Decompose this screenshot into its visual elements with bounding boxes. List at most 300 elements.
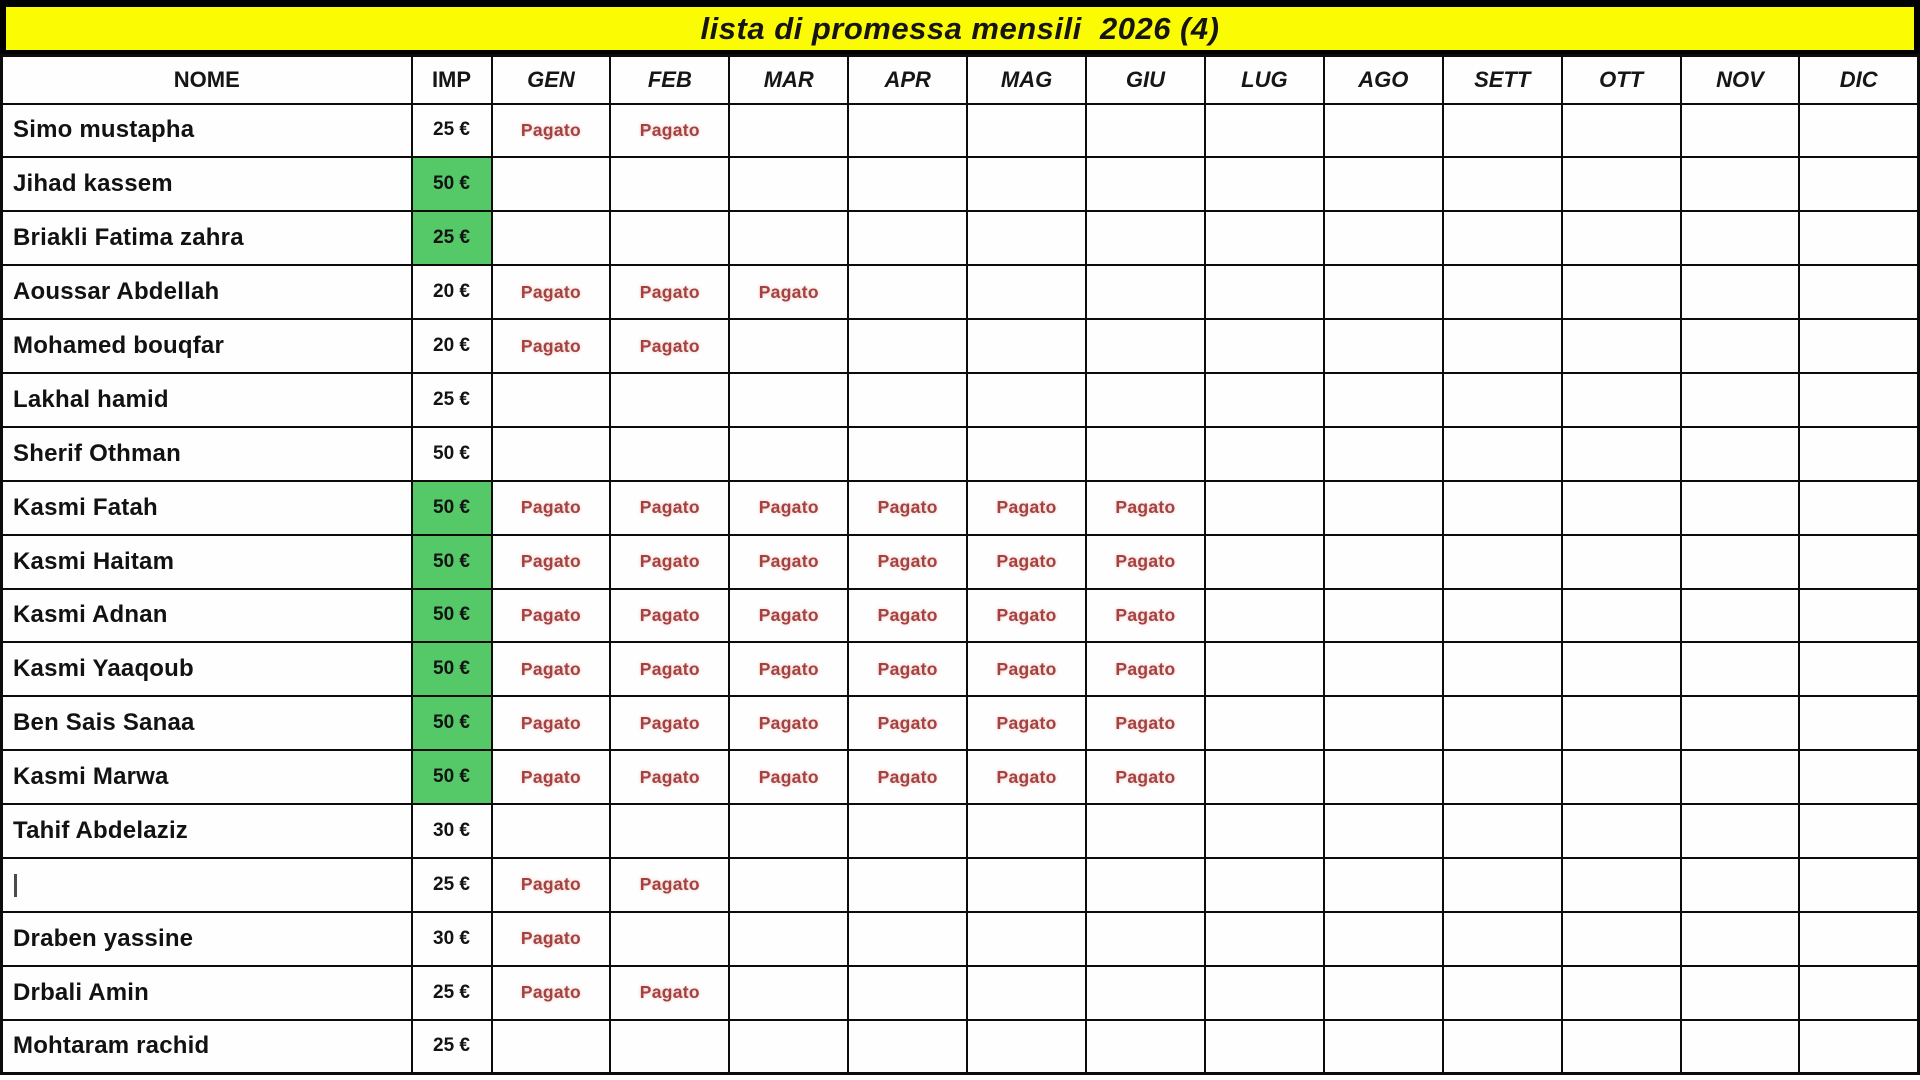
- month-cell-gen[interactable]: [492, 481, 611, 535]
- amount-cell[interactable]: 25 €: [412, 858, 492, 912]
- month-cell-mar[interactable]: [729, 1020, 848, 1074]
- month-cell-giu[interactable]: [1086, 804, 1205, 858]
- amount-cell[interactable]: 30 €: [412, 912, 492, 966]
- amount-cell[interactable]: 25 €: [412, 966, 492, 1020]
- month-cell-dic[interactable]: [1799, 265, 1918, 319]
- month-cell-apr[interactable]: [848, 535, 967, 589]
- month-cell-ago[interactable]: [1324, 265, 1443, 319]
- paid-label: Pagato: [639, 982, 700, 1003]
- month-cell-mar[interactable]: [729, 696, 848, 750]
- month-cell-gen[interactable]: [492, 104, 611, 158]
- column-header-dic[interactable]: DIC: [1799, 56, 1918, 104]
- month-cell-ott[interactable]: [1562, 481, 1681, 535]
- month-cell-gen[interactable]: [492, 642, 611, 696]
- paid-label: Pagato: [996, 766, 1057, 787]
- month-cell-nov[interactable]: [1681, 427, 1800, 481]
- member-name: Kasmi Adnan: [13, 601, 168, 629]
- amount-cell[interactable]: 50 €: [412, 750, 492, 804]
- amount-cell[interactable]: 50 €: [412, 481, 492, 535]
- month-cell-nov[interactable]: [1681, 265, 1800, 319]
- month-cell-mag[interactable]: [967, 750, 1086, 804]
- month-cell-apr[interactable]: [848, 642, 967, 696]
- column-header-ago[interactable]: AGO: [1324, 56, 1443, 104]
- month-cell-gen[interactable]: [492, 535, 611, 589]
- month-cell-dic[interactable]: [1799, 319, 1918, 373]
- month-cell-ott[interactable]: [1562, 696, 1681, 750]
- month-cell-lug[interactable]: [1205, 535, 1324, 589]
- month-cell-mar[interactable]: [729, 858, 848, 912]
- name-cell[interactable]: [2, 858, 412, 912]
- amount-cell[interactable]: 50 €: [412, 535, 492, 589]
- paid-label: Pagato: [996, 551, 1057, 572]
- month-cell-ott[interactable]: [1562, 750, 1681, 804]
- month-cell-ago[interactable]: [1324, 481, 1443, 535]
- name-cell[interactable]: [2, 696, 412, 750]
- month-cell-mar[interactable]: [729, 319, 848, 373]
- month-cell-ago[interactable]: [1324, 912, 1443, 966]
- month-cell-giu[interactable]: [1086, 373, 1205, 427]
- month-cell-mag[interactable]: [967, 858, 1086, 912]
- month-cell-ago[interactable]: [1324, 642, 1443, 696]
- month-cell-mar[interactable]: [729, 481, 848, 535]
- month-cell-apr[interactable]: [848, 750, 967, 804]
- month-cell-giu[interactable]: [1086, 1020, 1205, 1074]
- column-header-amount[interactable]: IMP: [412, 56, 492, 104]
- paid-label: Pagato: [639, 604, 700, 625]
- column-header-nov[interactable]: NOV: [1681, 56, 1800, 104]
- column-header-lug[interactable]: LUG: [1205, 56, 1324, 104]
- month-cell-sett[interactable]: [1443, 589, 1562, 643]
- month-cell-ott[interactable]: [1562, 804, 1681, 858]
- month-cell-feb[interactable]: [610, 589, 729, 643]
- month-cell-apr[interactable]: [848, 589, 967, 643]
- month-cell-dic[interactable]: [1799, 157, 1918, 211]
- month-cell-ago[interactable]: [1324, 427, 1443, 481]
- month-cell-giu[interactable]: [1086, 481, 1205, 535]
- month-cell-sett[interactable]: [1443, 1020, 1562, 1074]
- month-cell-ott[interactable]: [1562, 966, 1681, 1020]
- column-header-ott[interactable]: OTT: [1562, 56, 1681, 104]
- month-cell-mag[interactable]: [967, 265, 1086, 319]
- month-cell-nov[interactable]: [1681, 804, 1800, 858]
- table-row: [2, 211, 1919, 265]
- month-cell-mar[interactable]: [729, 373, 848, 427]
- paid-label: Pagato: [758, 497, 819, 518]
- amount-cell[interactable]: 50 €: [412, 427, 492, 481]
- name-cell[interactable]: [2, 1020, 412, 1074]
- month-cell-lug[interactable]: [1205, 696, 1324, 750]
- month-cell-sett[interactable]: [1443, 750, 1562, 804]
- month-cell-gen[interactable]: [492, 1020, 611, 1074]
- month-cell-lug[interactable]: [1205, 912, 1324, 966]
- paid-label: Pagato: [1115, 551, 1176, 572]
- month-cell-nov[interactable]: [1681, 535, 1800, 589]
- month-cell-ago[interactable]: [1324, 211, 1443, 265]
- month-cell-giu[interactable]: [1086, 157, 1205, 211]
- month-cell-ago[interactable]: [1324, 104, 1443, 158]
- month-cell-giu[interactable]: [1086, 535, 1205, 589]
- column-header-giu[interactable]: GIU: [1086, 56, 1205, 104]
- month-cell-sett[interactable]: [1443, 858, 1562, 912]
- month-cell-nov[interactable]: [1681, 211, 1800, 265]
- table-row: [2, 696, 1919, 750]
- month-cell-mag[interactable]: [967, 804, 1086, 858]
- amount-cell[interactable]: 25 €: [412, 104, 492, 158]
- month-cell-sett[interactable]: [1443, 211, 1562, 265]
- month-cell-gen[interactable]: [492, 427, 611, 481]
- month-cell-lug[interactable]: [1205, 966, 1324, 1020]
- month-cell-dic[interactable]: [1799, 535, 1918, 589]
- month-cell-giu[interactable]: [1086, 966, 1205, 1020]
- member-name: Briakli Fatima zahra: [13, 224, 244, 252]
- month-cell-apr[interactable]: [848, 104, 967, 158]
- month-cell-lug[interactable]: [1205, 642, 1324, 696]
- paid-label: Pagato: [639, 335, 700, 356]
- amount-cell[interactable]: 30 €: [412, 804, 492, 858]
- month-cell-mag[interactable]: [967, 104, 1086, 158]
- month-cell-sett[interactable]: [1443, 912, 1562, 966]
- month-cell-mag[interactable]: [967, 373, 1086, 427]
- month-cell-sett[interactable]: [1443, 642, 1562, 696]
- month-cell-lug[interactable]: [1205, 319, 1324, 373]
- month-cell-nov[interactable]: [1681, 589, 1800, 643]
- month-cell-nov[interactable]: [1681, 858, 1800, 912]
- paid-label: Pagato: [520, 335, 582, 356]
- month-cell-feb[interactable]: [610, 804, 729, 858]
- month-cell-gen[interactable]: [492, 319, 611, 373]
- table-row: [2, 427, 1919, 481]
- month-cell-giu[interactable]: [1086, 750, 1205, 804]
- month-cell-feb[interactable]: [610, 157, 729, 211]
- month-cell-ott[interactable]: [1562, 858, 1681, 912]
- column-header-gen[interactable]: GEN: [492, 56, 611, 104]
- month-cell-feb[interactable]: [610, 427, 729, 481]
- amount-cell[interactable]: 50 €: [412, 589, 492, 643]
- month-cell-lug[interactable]: [1205, 589, 1324, 643]
- month-cell-ago[interactable]: [1324, 750, 1443, 804]
- amount-cell[interactable]: 50 €: [412, 696, 492, 750]
- month-cell-lug[interactable]: [1205, 211, 1324, 265]
- month-cell-gen[interactable]: [492, 858, 611, 912]
- member-name: Kasmi Fatah: [13, 493, 158, 521]
- month-cell-feb[interactable]: [610, 481, 729, 535]
- month-cell-ago[interactable]: [1324, 373, 1443, 427]
- month-cell-giu[interactable]: [1086, 427, 1205, 481]
- month-cell-apr[interactable]: [848, 427, 967, 481]
- month-cell-dic[interactable]: [1799, 481, 1918, 535]
- name-cell[interactable]: [2, 427, 412, 481]
- month-cell-ott[interactable]: [1562, 535, 1681, 589]
- member-name: Ben Sais Sanaa: [13, 709, 195, 737]
- month-cell-ott[interactable]: [1562, 1020, 1681, 1074]
- name-cell[interactable]: [2, 481, 412, 535]
- month-cell-dic[interactable]: [1799, 427, 1918, 481]
- month-cell-dic[interactable]: [1799, 858, 1918, 912]
- month-cell-mar[interactable]: [729, 211, 848, 265]
- month-cell-sett[interactable]: [1443, 157, 1562, 211]
- month-cell-nov[interactable]: [1681, 319, 1800, 373]
- month-cell-nov[interactable]: [1681, 373, 1800, 427]
- member-name: Drbali Amin: [13, 978, 149, 1006]
- paid-label: Pagato: [877, 497, 938, 518]
- month-cell-feb[interactable]: [610, 535, 729, 589]
- month-cell-gen[interactable]: [492, 211, 611, 265]
- month-cell-apr[interactable]: [848, 157, 967, 211]
- month-cell-nov[interactable]: [1681, 966, 1800, 1020]
- month-cell-mar[interactable]: [729, 157, 848, 211]
- month-cell-gen[interactable]: [492, 696, 611, 750]
- month-cell-feb[interactable]: [610, 265, 729, 319]
- month-cell-feb[interactable]: [610, 373, 729, 427]
- month-cell-sett[interactable]: [1443, 535, 1562, 589]
- month-cell-nov[interactable]: [1681, 642, 1800, 696]
- month-cell-mar[interactable]: [729, 750, 848, 804]
- month-cell-mag[interactable]: [967, 427, 1086, 481]
- month-cell-dic[interactable]: [1799, 211, 1918, 265]
- month-cell-ott[interactable]: [1562, 589, 1681, 643]
- month-cell-giu[interactable]: [1086, 642, 1205, 696]
- member-name: Sherif Othman: [13, 439, 181, 467]
- month-cell-dic[interactable]: [1799, 642, 1918, 696]
- month-cell-nov[interactable]: [1681, 157, 1800, 211]
- month-cell-gen[interactable]: [492, 912, 611, 966]
- month-cell-lug[interactable]: [1205, 804, 1324, 858]
- month-cell-lug[interactable]: [1205, 427, 1324, 481]
- month-cell-ago[interactable]: [1324, 804, 1443, 858]
- month-cell-apr[interactable]: [848, 804, 967, 858]
- name-cell[interactable]: [2, 642, 412, 696]
- month-cell-ott[interactable]: [1562, 157, 1681, 211]
- column-header-sett[interactable]: SETT: [1443, 56, 1562, 104]
- month-cell-gen[interactable]: [492, 589, 611, 643]
- month-cell-ago[interactable]: [1324, 319, 1443, 373]
- month-cell-nov[interactable]: [1681, 912, 1800, 966]
- month-cell-nov[interactable]: [1681, 1020, 1800, 1074]
- month-cell-ago[interactable]: [1324, 696, 1443, 750]
- month-cell-mar[interactable]: [729, 535, 848, 589]
- column-header-feb[interactable]: FEB: [610, 56, 729, 104]
- month-cell-dic[interactable]: [1799, 912, 1918, 966]
- name-cell[interactable]: [2, 265, 412, 319]
- month-cell-mag[interactable]: [967, 589, 1086, 643]
- month-cell-feb[interactable]: [610, 319, 729, 373]
- month-cell-apr[interactable]: [848, 912, 967, 966]
- month-cell-giu[interactable]: [1086, 912, 1205, 966]
- month-cell-gen[interactable]: [492, 966, 611, 1020]
- name-cell[interactable]: [2, 804, 412, 858]
- month-cell-feb[interactable]: [610, 858, 729, 912]
- month-cell-apr[interactable]: [848, 1020, 967, 1074]
- member-name: Mohamed bouqfar: [13, 332, 224, 359]
- paid-label: Pagato: [1115, 658, 1176, 679]
- name-cell[interactable]: [2, 104, 412, 158]
- month-cell-dic[interactable]: [1799, 696, 1918, 750]
- month-cell-dic[interactable]: [1799, 373, 1918, 427]
- paid-label: Pagato: [996, 497, 1057, 518]
- member-name: Aoussar Abdellah: [13, 278, 220, 306]
- month-cell-ago[interactable]: [1324, 535, 1443, 589]
- month-cell-gen[interactable]: [492, 265, 611, 319]
- month-cell-sett[interactable]: [1443, 481, 1562, 535]
- month-cell-ott[interactable]: [1562, 912, 1681, 966]
- month-cell-mar[interactable]: [729, 966, 848, 1020]
- paid-label: Pagato: [520, 982, 582, 1003]
- name-cell[interactable]: [2, 535, 412, 589]
- paid-label: Pagato: [520, 281, 582, 302]
- month-cell-feb[interactable]: [610, 104, 729, 158]
- month-cell-lug[interactable]: [1205, 750, 1324, 804]
- month-cell-lug[interactable]: [1205, 265, 1324, 319]
- month-cell-giu[interactable]: [1086, 696, 1205, 750]
- month-cell-ott[interactable]: [1562, 427, 1681, 481]
- amount-cell[interactable]: 25 €: [412, 211, 492, 265]
- month-cell-sett[interactable]: [1443, 319, 1562, 373]
- month-cell-mag[interactable]: [967, 966, 1086, 1020]
- month-cell-mag[interactable]: [967, 211, 1086, 265]
- table-row: [2, 912, 1919, 966]
- month-cell-nov[interactable]: [1681, 696, 1800, 750]
- month-cell-gen[interactable]: [492, 750, 611, 804]
- month-cell-lug[interactable]: [1205, 104, 1324, 158]
- month-cell-feb[interactable]: [610, 1020, 729, 1074]
- month-cell-dic[interactable]: [1799, 1020, 1918, 1074]
- month-cell-giu[interactable]: [1086, 858, 1205, 912]
- name-cell[interactable]: [2, 912, 412, 966]
- month-cell-apr[interactable]: [848, 858, 967, 912]
- amount-cell[interactable]: 50 €: [412, 642, 492, 696]
- month-cell-mag[interactable]: [967, 481, 1086, 535]
- month-cell-lug[interactable]: [1205, 1020, 1324, 1074]
- month-cell-ott[interactable]: [1562, 265, 1681, 319]
- month-cell-lug[interactable]: [1205, 157, 1324, 211]
- month-cell-lug[interactable]: [1205, 858, 1324, 912]
- title-bar[interactable]: [0, 0, 1920, 54]
- month-cell-dic[interactable]: [1799, 104, 1918, 158]
- month-cell-ago[interactable]: [1324, 589, 1443, 643]
- month-cell-nov[interactable]: [1681, 104, 1800, 158]
- paid-label: Pagato: [758, 658, 819, 679]
- month-cell-mar[interactable]: [729, 912, 848, 966]
- month-cell-sett[interactable]: [1443, 696, 1562, 750]
- month-cell-gen[interactable]: [492, 157, 611, 211]
- name-cell[interactable]: [2, 157, 412, 211]
- month-cell-sett[interactable]: [1443, 104, 1562, 158]
- name-cell[interactable]: [2, 319, 412, 373]
- month-cell-mag[interactable]: [967, 1020, 1086, 1074]
- column-header-name[interactable]: NOME: [2, 56, 412, 104]
- month-cell-feb[interactable]: [610, 211, 729, 265]
- member-name: Lakhal hamid: [13, 385, 169, 413]
- month-cell-apr[interactable]: [848, 211, 967, 265]
- month-cell-mag[interactable]: [967, 535, 1086, 589]
- month-cell-ott[interactable]: [1562, 373, 1681, 427]
- name-cell[interactable]: [2, 211, 412, 265]
- month-cell-mar[interactable]: [729, 642, 848, 696]
- table-row: [2, 265, 1919, 319]
- month-cell-ago[interactable]: [1324, 157, 1443, 211]
- month-cell-lug[interactable]: [1205, 481, 1324, 535]
- month-cell-giu[interactable]: [1086, 265, 1205, 319]
- month-cell-sett[interactable]: [1443, 804, 1562, 858]
- month-cell-dic[interactable]: [1799, 589, 1918, 643]
- month-cell-feb[interactable]: [610, 696, 729, 750]
- month-cell-sett[interactable]: [1443, 265, 1562, 319]
- month-cell-dic[interactable]: [1799, 750, 1918, 804]
- month-cell-nov[interactable]: [1681, 481, 1800, 535]
- month-cell-ott[interactable]: [1562, 642, 1681, 696]
- month-cell-mag[interactable]: [967, 319, 1086, 373]
- month-cell-mar[interactable]: [729, 265, 848, 319]
- month-cell-ott[interactable]: [1562, 319, 1681, 373]
- month-cell-feb[interactable]: [610, 966, 729, 1020]
- amount-cell[interactable]: 20 €: [412, 265, 492, 319]
- month-cell-apr[interactable]: [848, 696, 967, 750]
- month-cell-apr[interactable]: [848, 373, 967, 427]
- member-name: Kasmi Haitam: [13, 547, 175, 575]
- month-cell-gen[interactable]: [492, 373, 611, 427]
- month-cell-mag[interactable]: [967, 912, 1086, 966]
- month-cell-sett[interactable]: [1443, 966, 1562, 1020]
- month-cell-ago[interactable]: [1324, 966, 1443, 1020]
- name-cell[interactable]: [2, 750, 412, 804]
- name-cell[interactable]: [2, 966, 412, 1020]
- month-cell-giu[interactable]: [1086, 319, 1205, 373]
- month-cell-feb[interactable]: [610, 912, 729, 966]
- month-cell-giu[interactable]: [1086, 211, 1205, 265]
- month-cell-apr[interactable]: [848, 966, 967, 1020]
- name-cell[interactable]: [2, 589, 412, 643]
- month-cell-apr[interactable]: [848, 481, 967, 535]
- amount-cell[interactable]: 25 €: [412, 373, 492, 427]
- month-cell-mar[interactable]: [729, 104, 848, 158]
- table-row: [2, 1020, 1919, 1074]
- month-cell-dic[interactable]: [1799, 966, 1918, 1020]
- column-header-mar[interactable]: MAR: [729, 56, 848, 104]
- month-cell-nov[interactable]: [1681, 750, 1800, 804]
- month-cell-feb[interactable]: [610, 642, 729, 696]
- amount-cell[interactable]: 50 €: [412, 157, 492, 211]
- amount-cell[interactable]: 25 €: [412, 1020, 492, 1074]
- month-cell-mar[interactable]: [729, 804, 848, 858]
- month-cell-ott[interactable]: [1562, 104, 1681, 158]
- month-cell-gen[interactable]: [492, 804, 611, 858]
- paid-label: Pagato: [520, 604, 582, 625]
- month-cell-mar[interactable]: [729, 427, 848, 481]
- name-cell[interactable]: [2, 373, 412, 427]
- month-cell-feb[interactable]: [610, 750, 729, 804]
- month-cell-ago[interactable]: [1324, 1020, 1443, 1074]
- month-cell-giu[interactable]: [1086, 589, 1205, 643]
- column-header-apr[interactable]: APR: [848, 56, 967, 104]
- month-cell-sett[interactable]: [1443, 373, 1562, 427]
- month-cell-lug[interactable]: [1205, 373, 1324, 427]
- month-cell-mag[interactable]: [967, 157, 1086, 211]
- month-cell-ago[interactable]: [1324, 858, 1443, 912]
- month-cell-mag[interactable]: [967, 642, 1086, 696]
- amount-cell[interactable]: 20 €: [412, 319, 492, 373]
- month-cell-sett[interactable]: [1443, 427, 1562, 481]
- paid-label: Pagato: [877, 551, 938, 572]
- member-name: Mohtaram rachid: [13, 1032, 210, 1060]
- month-cell-apr[interactable]: [848, 319, 967, 373]
- column-header-mag[interactable]: MAG: [967, 56, 1086, 104]
- month-cell-ott[interactable]: [1562, 211, 1681, 265]
- month-cell-mar[interactable]: [729, 589, 848, 643]
- month-cell-apr[interactable]: [848, 265, 967, 319]
- month-cell-dic[interactable]: [1799, 804, 1918, 858]
- month-cell-mag[interactable]: [967, 696, 1086, 750]
- month-cell-giu[interactable]: [1086, 104, 1205, 158]
